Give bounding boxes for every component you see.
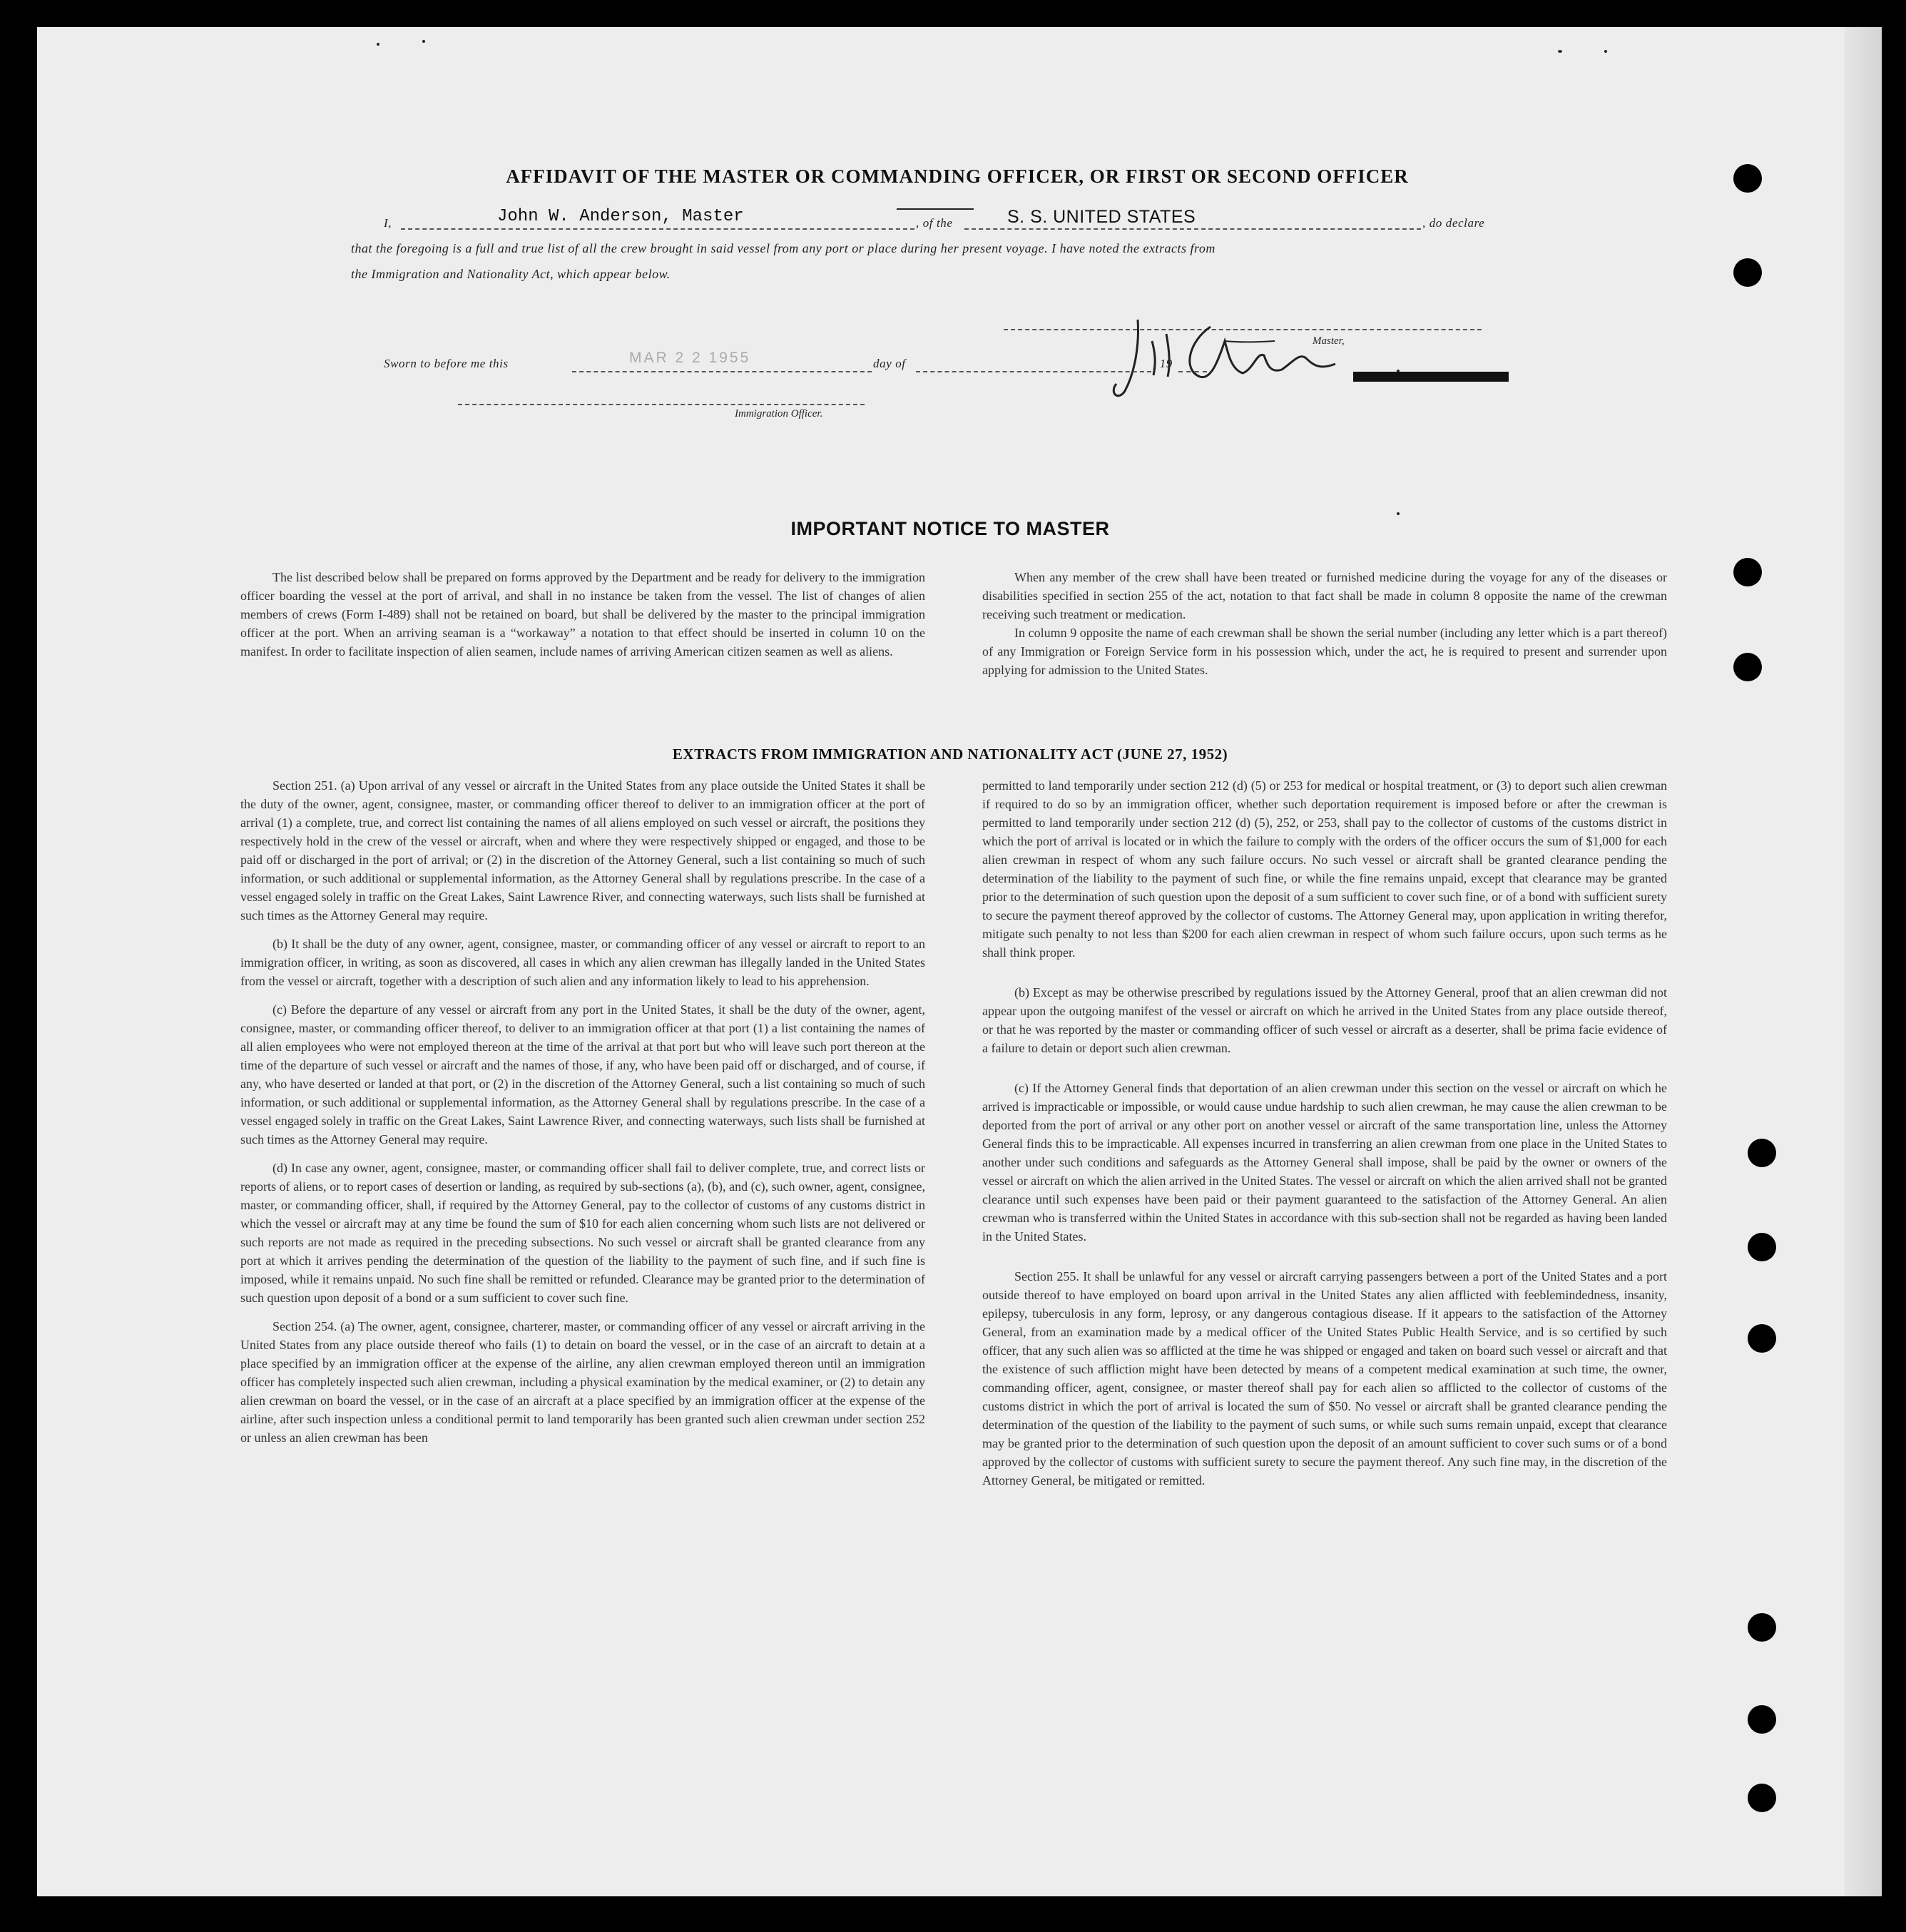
notice-right-column (982, 568, 1667, 679)
notice-right-text-1: When any member of the crew shall have been treated or furnished medicine during the voyage for any of the diseases or disabilities specified in section 255 of the act, notation to that fact shall be made in column 8 opposite the name of the crewman receiving such treatment or medication. (982, 570, 1667, 621)
section-254c: (c) If the Attorney General finds that deportation of an alien crewman under this section on the vessel or aircraft on which he arrived is impracticable or impossible, or would cause undue hardship to such alien crewman, he may cause the alien crewman to be deported from the port of arrival or any other port on another vessel or aircraft of the same transportation line, unless the Attorney General finds this to be impracticable. All expenses incurred in transferring an alien crewman from one place in the United States to another under such conditions and safeguards as the Attorney General shall impose, shall be paid by the owner or owners of the vessel or aircraft on which the alien arrived in the United States. The vessel or aircraft on which the alien arrived shall not be granted clearance until such expenses have been paid or their payment guaranteed to the satisfaction of the Attorney General. An alien crewman who is transferred within the United States in accordance with this sub-section shall not be regarded as having been landed in the United States. (982, 1081, 1667, 1244)
punch-hole (1748, 1784, 1776, 1812)
speck (377, 43, 379, 46)
punch-hole (1733, 558, 1762, 586)
i-label: I, (384, 216, 392, 230)
speck (422, 40, 425, 43)
sworn-label: Sworn to before me this (384, 357, 509, 370)
officer-label: Immigration Officer. (735, 408, 823, 420)
master-label: Master, (1313, 335, 1345, 347)
document-page (37, 27, 1882, 1896)
notice-left-column (240, 568, 925, 661)
punch-hole (1748, 1139, 1776, 1167)
signature-image (1111, 312, 1353, 405)
speck (1397, 512, 1400, 515)
section-254a: Section 254. (a) The owner, agent, consignee, charterer, master, or commanding officer of any vessel or aircraft arriving in the United States from any place outside thereof who fails (1) to detain on board the vessel, or in the case of an aircraft to detain at a place specified by an immigration officer at the expense of the airline, any alien crewman employed thereon until an immigration officer has completely inspected such alien crewman, including a physical examination by the medical examiner, or (2) to detain any alien crewman on board the vessel, or in the case of an aircraft at a place specified by an immigration officer at the expense of the airline, after such inspection unless a conditional permit to land temporarily has been granted such alien crewman under section 252 or unless an alien crewman has been (240, 1319, 925, 1445)
section-254b: (b) Except as may be otherwise prescribed by regulations issued by the Attorney General, proof that an alien crewman did not appear upon the outgoing manifest of the vessel or aircraft on which he arrived in the United States from any place outside thereof, or that he was reported by the master or commanding officer of such vessel or aircraft as a deserter, shall be prima facie evidence of a failure to detain or deport such alien crewman. (982, 985, 1667, 1055)
punch-hole (1733, 653, 1762, 681)
section-254a-continued: permitted to land temporarily under section 212 (d) (5) or 253 for medical or hospital treatment, or (3) to deport such alien crewman if required to do so by an immigration officer, whether such deportation requirement is imposed before or after the crewman is permitted to land temporarily under section 212 (d) (5), 252, or 253, shall pay to the collector of customs of the customs district in which the port of arrival is located or in which the failure to comply with the orders of the officer occurs the sum of $1,000 for each alien crewman in respect of whom any such failure occurs. No such vessel or aircraft shall be granted clearance pending the determination of the liability to the payment of such fine, or while the fine remains unpaid, except that clearance may be granted prior to the determination of such question upon the deposit of a sum sufficient to cover such fine, or of a bond with sufficient surety to secure the payment thereof approved by the collector of customs. The Attorney General may, upon application in writing therefor, mitigate such penalty to not less than $200 for each alien crewman in respect of whom such failure occurs, upon such terms as he shall think proper. (982, 778, 1667, 960)
declaration-line-1: that the foregoing is a full and true list of all the crew brought in said vessel from any port or place during her present voyage. I have noted the extracts from (351, 241, 1216, 255)
speck (1604, 50, 1607, 53)
affidavit-title: AFFIDAVIT OF THE MASTER OR COMMANDING OFFICER, OR FIRST OR SECOND OFFICER (506, 166, 1409, 187)
title-rule (897, 208, 974, 210)
punch-hole (1748, 1233, 1776, 1261)
extracts-right-column (982, 776, 1667, 1490)
vessel-line (964, 228, 1421, 230)
section-251a: Section 251. (a) Upon arrival of any vessel or aircraft in the United States from any place outside the United States it shall be the duty of the owner, agent, consignee, master, or commanding officer thereof to deliver to an immigration officer at the port of arrival (1) a complete, true, and correct list containing the names of all aliens employed on such vessel or aircraft, the positions they respectively hold in the crew of the vessel or aircraft, when and where they were respectively shipped or engaged, and those to be paid off or discharged in the port of arrival; or (2) in the discretion of the Attorney General, such a list containing so much of such information, or such additional or supplemental information, as the Attorney General shall by regulations prescribe. In the case of a vessel engaged solely in traffic on the Great Lakes, Saint Lawrence River, and connecting waterways, such lists shall be furnished at such times as the Attorney General may require. (240, 778, 925, 922)
master-name-field[interactable]: John W. Anderson, Master (497, 207, 744, 226)
month-line (916, 371, 1151, 372)
extracts-title: EXTRACTS FROM IMMIGRATION AND NATIONALITY ACT (JUNE 27, 1952) (672, 746, 1228, 763)
notice-right-text-2: In column 9 opposite the name of each crewman shall be shown the serial number (including any letter which is a part thereof) of any Immigration or Foreign Service form in his possession which, under the act, he is required to present and surrender upon applying for admission to the United States. (982, 626, 1667, 677)
year-line (1178, 371, 1207, 372)
redaction-bar (1353, 372, 1509, 382)
vessel-name-field[interactable]: S. S. UNITED STATES (1007, 207, 1196, 227)
speck (1558, 50, 1562, 53)
year-label: , 19 (1153, 357, 1173, 370)
page-edge-shadow (1845, 27, 1882, 1896)
officer-line (458, 404, 865, 405)
notice-title: IMPORTANT NOTICE TO MASTER (790, 518, 1110, 539)
section-251c: (c) Before the departure of any vessel or aircraft from any port in the United States, it shall be the duty of the owner, agent, consignee, master, or commanding officer thereof, to deliver to an immigration officer at that port (1) a list containing the names of all alien employees who were not employed thereon at the time of the arrival at that port but who will leave such port thereon at the time of the departure of such vessel or aircraft and the names of those, if any, who have been paid off or discharged, and of course, if any, who have deserted or landed at that port, or (2) in the discretion of the Attorney General, such a list containing so much of such information, or such additional or supplemental information, as the Attorney General shall by regulations prescribe. In the case of a vessel engaged solely in traffic on the Great Lakes, Saint Lawrence River, and connecting waterways, such lists shall be furnished at such times as the Attorney General may require. (240, 1002, 925, 1147)
sworn-day-line (572, 371, 872, 372)
of-the-label: , of the (916, 216, 953, 230)
punch-hole (1733, 258, 1762, 287)
punch-hole (1748, 1613, 1776, 1642)
day-of-label: day of (873, 357, 906, 370)
section-251d: (d) In case any owner, agent, consignee, master, or commanding officer shall fail to deliver complete, true, and correct lists or reports of aliens, or to report cases of desertion or landing, as required by sub-sections (a), (b), and (c), such owner, agent, consignee, master, or commanding officer, shall, if required by the Attorney General, pay to the collector of customs of any customs district in which the vessel or aircraft may at any time be found the sum of $10 for each alien concerning whom such lists are not delivered or such reports are not made as required in the preceding subsections. No such vessel or aircraft shall be granted clearance from any port at which it arrives pending the determination of the question of the liability to the payment of such fine, and if such fine is imposed, while it remains unpaid. No such fine shall be remitted or refunded. Clearance may be granted prior to the determination of such question upon deposit of a bond or a sum sufficient to cover such fine. (240, 1161, 925, 1305)
name-line (401, 228, 914, 230)
punch-hole (1748, 1705, 1776, 1734)
punch-hole (1733, 164, 1762, 193)
extracts-left-column (240, 776, 925, 1447)
punch-hole (1748, 1324, 1776, 1353)
notice-left-text: The list described below shall be prepared on forms approved by the Department and be ready for delivery to the immigration officer boarding the vessel at the port of arrival, and shall in no instance be taken from the vessel. The list of changes of alien members of crews (Form I-489) shall not be retained on board, but shall be delivered by the master to the principal immigration officer at the port. When an arriving seaman is a “workaway” a notation to that effect should be inserted in column 10 on the manifest. In order to facilitate inspection of alien seamen, include names of arriving American citizen seamen as well as aliens. (240, 570, 925, 659)
date-stamp: MAR 2 2 1955 (629, 350, 751, 366)
section-251b: (b) It shall be the duty of any owner, agent, consignee, master, or commanding officer of any vessel or aircraft to report to an immigration officer, in writing, as soon as discovered, all cases in which any alien crewman has illegally landed in the United States from the vessel or aircraft, together with a description of such alien and any information likely to lead to his apprehension. (240, 937, 925, 988)
declaration-line-2: the Immigration and Nationality Act, which appear below. (351, 267, 671, 281)
section-255: Section 255. It shall be unlawful for any vessel or aircraft carrying passengers between a port of the United States and a port outside thereof to have employed on board upon arrival in the United States any alien afflicted with feeblemindedness, insanity, epilepsy, tuberculosis in any form, leprosy, or any dangerous contagious disease. If it appears to the satisfaction of the Attorney General, from an examination made by a medical officer of the United States Public Health Service, and is so certified by such officer, that any such alien was so afflicted at the time he was shipped or engaged and taken on board such vessel or aircraft and that the existence of such affliction might have been detected by means of a competent medical examination at such time, the owner, commanding officer, agent, consignee, or master thereof shall pay for each alien so afflicted to the collector of customs of the customs district in which the port of arrival is located the sum of $50. No vessel or aircraft shall be granted clearance pending the determination of the question of the liability to the payment of such sums, or while such sums remain unpaid, except that clearance may be granted prior to the determination of such question upon the deposit of an amount sufficient to cover such sums or of a bond approved by the collector of customs with sufficient surety to secure the payment thereof. Any such fine may, in the discretion of the Attorney General, be mitigated or remitted. (982, 1269, 1667, 1488)
do-declare-label: , do declare (1422, 216, 1485, 230)
